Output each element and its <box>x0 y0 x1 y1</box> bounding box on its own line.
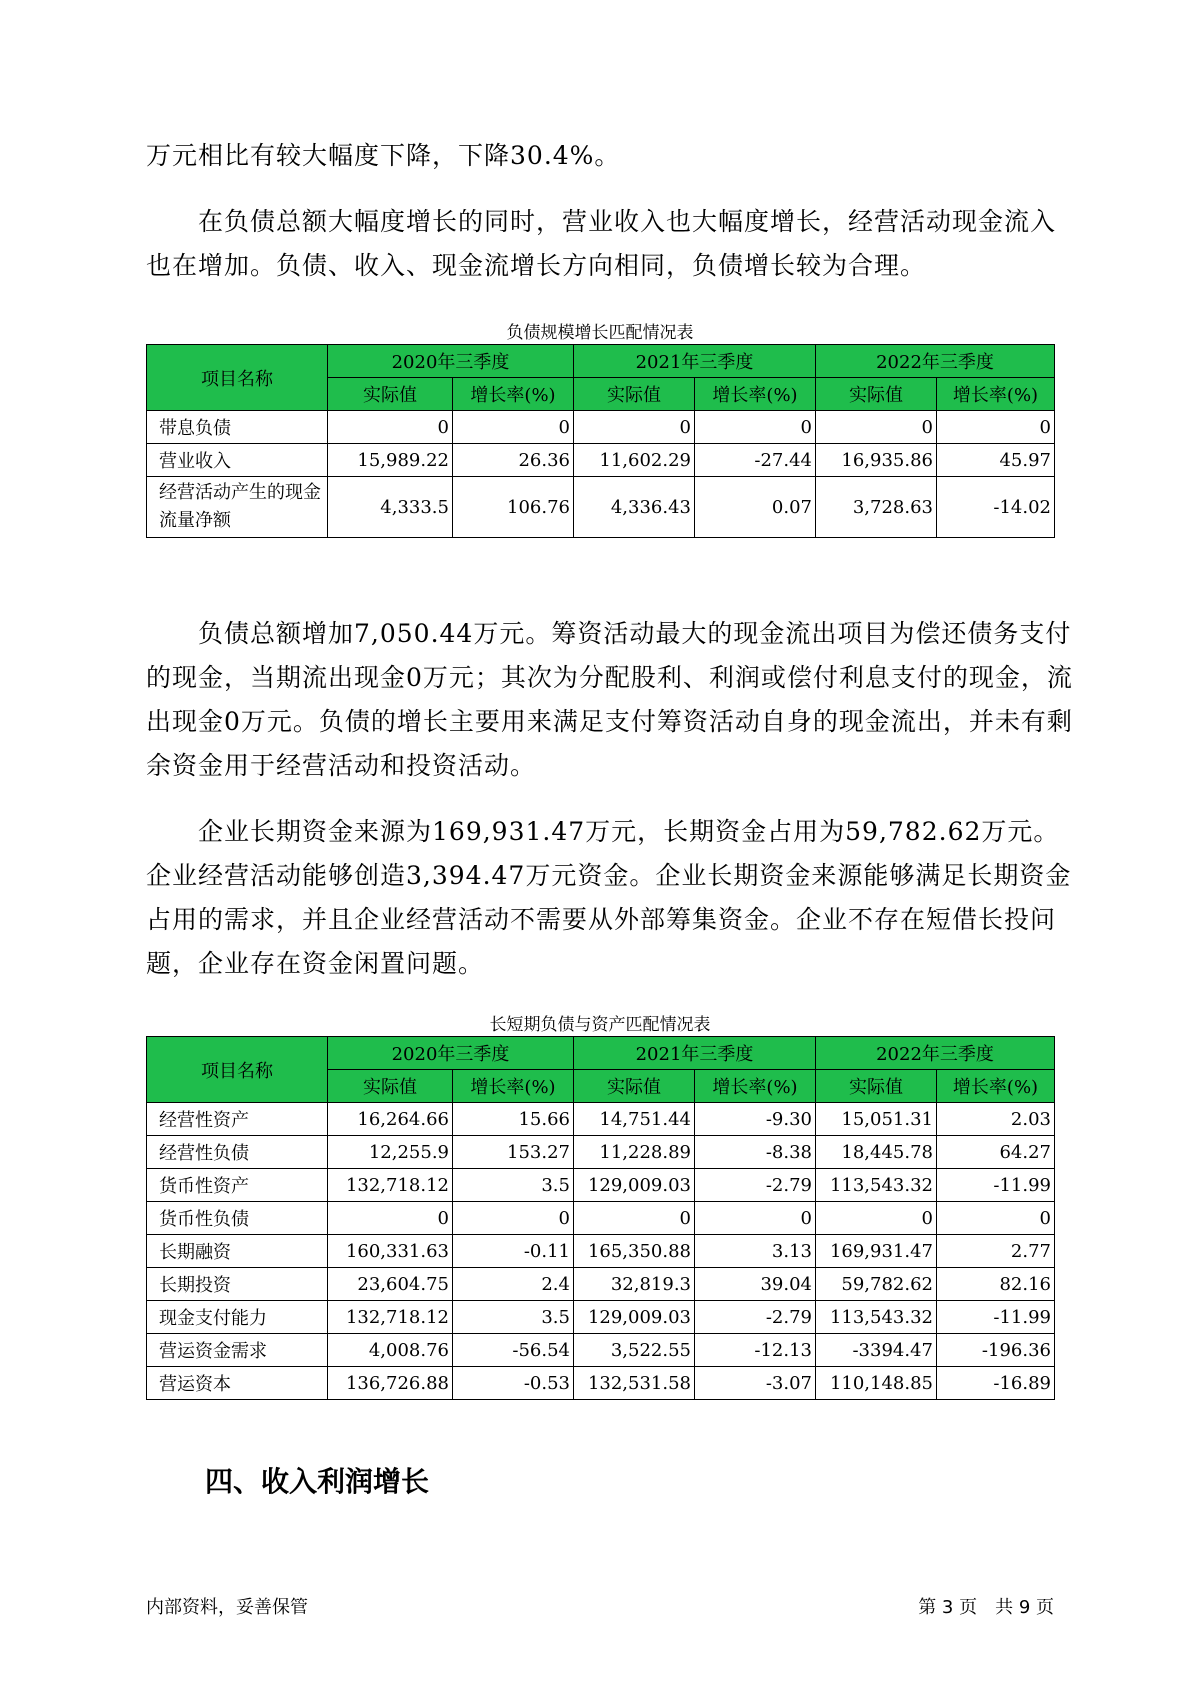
cell: -3.07 <box>695 1367 816 1400</box>
row-name: 现金支付能力 <box>147 1301 328 1334</box>
cell: 153.27 <box>453 1136 574 1169</box>
cell: 2.03 <box>937 1103 1055 1136</box>
cell: -9.30 <box>695 1103 816 1136</box>
sub-header-growth: 增长率(%) <box>937 1070 1055 1103</box>
cell: 14,751.44 <box>574 1103 695 1136</box>
cell: 16,264.66 <box>328 1103 453 1136</box>
cell: 15,051.31 <box>816 1103 937 1136</box>
cell: 4,008.76 <box>328 1334 453 1367</box>
table-row <box>147 411 1055 444</box>
cell: -11.99 <box>937 1169 1055 1202</box>
name-header: 项目名称 <box>147 345 328 411</box>
paragraph-continuation: 万元相比有较大幅度下降，下降30.4%。 <box>146 141 621 170</box>
cell: 0 <box>695 1202 816 1235</box>
cell: 113,543.32 <box>816 1301 937 1334</box>
sub-header-actual: 实际值 <box>328 378 453 411</box>
cell: 0 <box>453 411 574 444</box>
row-name: 经营性资产 <box>147 1103 328 1136</box>
footer-page-number: 第 3 页 共 9 页 <box>918 1597 1054 1618</box>
sub-header-growth: 增长率(%) <box>453 378 574 411</box>
paragraph-long-term-funds: 企业长期资金来源为169,931.47万元，长期资金占用为59,782.62万元。企业经营活动能够创造3,394.47万元资金。企业长期资金来源能够满足长期资金占用的需求，并且企业经营活动不需要从外部筹集资金。企业不存在短借长投问题，企业存在资金闲置问题。 <box>146 817 1072 978</box>
cell: 169,931.47 <box>816 1235 937 1268</box>
cell: 0.07 <box>695 477 816 538</box>
period-header: 2020年三季度 <box>328 345 574 378</box>
period-header: 2022年三季度 <box>816 345 1055 378</box>
cell: 2.77 <box>937 1235 1055 1268</box>
sub-header-actual: 实际值 <box>574 1070 695 1103</box>
table-row <box>147 1202 1055 1235</box>
table-row <box>147 1103 1055 1136</box>
row-name: 货币性负债 <box>147 1202 328 1235</box>
sub-header-actual: 实际值 <box>816 1070 937 1103</box>
cell: -196.36 <box>937 1334 1055 1367</box>
cell: -27.44 <box>695 444 816 477</box>
cell: -0.53 <box>453 1367 574 1400</box>
period-header: 2022年三季度 <box>816 1037 1055 1070</box>
cell: 0 <box>816 1202 937 1235</box>
cell: 160,331.63 <box>328 1235 453 1268</box>
cell: 106.76 <box>453 477 574 538</box>
cell: 12,255.9 <box>328 1136 453 1169</box>
table-row <box>147 1169 1055 1202</box>
cell: 16,935.86 <box>816 444 937 477</box>
period-header: 2021年三季度 <box>574 1037 816 1070</box>
sub-header-growth: 增长率(%) <box>937 378 1055 411</box>
cell: 3.13 <box>695 1235 816 1268</box>
table2-caption: 长短期负债与资产匹配情况表 <box>489 1015 711 1035</box>
cell: 26.36 <box>453 444 574 477</box>
cell: 132,531.58 <box>574 1367 695 1400</box>
cell: 39.04 <box>695 1268 816 1301</box>
cell: -12.13 <box>695 1334 816 1367</box>
cell: 4,336.43 <box>574 477 695 538</box>
cell: 3,522.55 <box>574 1334 695 1367</box>
row-name: 经营性负债 <box>147 1136 328 1169</box>
cell: 0 <box>695 411 816 444</box>
cell: 0 <box>816 411 937 444</box>
cell: 23,604.75 <box>328 1268 453 1301</box>
sub-header-actual: 实际值 <box>816 378 937 411</box>
table-row <box>147 1367 1055 1400</box>
cell: 0 <box>328 411 453 444</box>
cell: 15.66 <box>453 1103 574 1136</box>
cell: 132,718.12 <box>328 1301 453 1334</box>
cell: 3.5 <box>453 1169 574 1202</box>
paragraph-debt-revenue: 在负债总额大幅度增长的同时，营业收入也大幅度增长，经营活动现金流入也在增加。负债、收入、现金流增长方向相同，负债增长较为合理。 <box>146 207 1057 280</box>
cell: 0 <box>574 1202 695 1235</box>
table-row <box>147 1235 1055 1268</box>
cell: 32,819.3 <box>574 1268 695 1301</box>
row-name: 营运资本 <box>147 1367 328 1400</box>
sub-header-growth: 增长率(%) <box>695 1070 816 1103</box>
cell: -14.02 <box>937 477 1055 538</box>
cell: 4,333.5 <box>328 477 453 538</box>
cell: 113,543.32 <box>816 1169 937 1202</box>
sub-header-growth: 增长率(%) <box>695 378 816 411</box>
cell: 165,350.88 <box>574 1235 695 1268</box>
period-header: 2021年三季度 <box>574 345 816 378</box>
paragraph-debt-increase: 负债总额增加7,050.44万元。筹资活动最大的现金流出项目为偿还债务支付的现金，当期流出现金0万元；其次为分配股利、利润或偿付利息支付的现金，流出现金0万元。负债的增长主要用来满足支付筹资活动自身的现金流出，并未有剩余资金用于经营活动和投资活动。 <box>146 619 1073 780</box>
cell: 11,228.89 <box>574 1136 695 1169</box>
cell: 0 <box>574 411 695 444</box>
cell: 0 <box>328 1202 453 1235</box>
sub-header-growth: 增长率(%) <box>453 1070 574 1103</box>
cell: 64.27 <box>937 1136 1055 1169</box>
liability-asset-table <box>146 1036 1055 1400</box>
cell: -11.99 <box>937 1301 1055 1334</box>
cell: -8.38 <box>695 1136 816 1169</box>
cell: 0 <box>937 411 1055 444</box>
cell: -0.11 <box>453 1235 574 1268</box>
cell: 110,148.85 <box>816 1367 937 1400</box>
row-name: 营业收入 <box>147 444 328 477</box>
debt-scale-table <box>146 344 1055 538</box>
table-row <box>147 1334 1055 1367</box>
footer-confidential-note: 内部资料，妥善保管 <box>146 1597 308 1618</box>
sub-header-actual: 实际值 <box>574 378 695 411</box>
cell: 129,009.03 <box>574 1169 695 1202</box>
name-header: 项目名称 <box>147 1037 328 1103</box>
cell: 18,445.78 <box>816 1136 937 1169</box>
row-name: 营运资金需求 <box>147 1334 328 1367</box>
cell: 45.97 <box>937 444 1055 477</box>
row-name: 经营活动产生的现金流量净额 <box>147 477 328 538</box>
table-row <box>147 477 1055 538</box>
table-row <box>147 1268 1055 1301</box>
cell: 136,726.88 <box>328 1367 453 1400</box>
sub-header-actual: 实际值 <box>328 1070 453 1103</box>
cell: 82.16 <box>937 1268 1055 1301</box>
cell: 0 <box>937 1202 1055 1235</box>
row-name: 带息负债 <box>147 411 328 444</box>
row-name: 长期投资 <box>147 1268 328 1301</box>
cell: -3394.47 <box>816 1334 937 1367</box>
cell: 0 <box>453 1202 574 1235</box>
table-row <box>147 1301 1055 1334</box>
cell: -16.89 <box>937 1367 1055 1400</box>
cell: -2.79 <box>695 1169 816 1202</box>
cell: -2.79 <box>695 1301 816 1334</box>
table1-caption: 负债规模增长匹配情况表 <box>506 323 694 343</box>
cell: -56.54 <box>453 1334 574 1367</box>
section-heading: 四、收入利润增长 <box>205 1465 430 1498</box>
cell: 2.4 <box>453 1268 574 1301</box>
row-name: 长期融资 <box>147 1235 328 1268</box>
cell: 3,728.63 <box>816 477 937 538</box>
cell: 129,009.03 <box>574 1301 695 1334</box>
cell: 11,602.29 <box>574 444 695 477</box>
period-header: 2020年三季度 <box>328 1037 574 1070</box>
cell: 132,718.12 <box>328 1169 453 1202</box>
cell: 3.5 <box>453 1301 574 1334</box>
cell: 15,989.22 <box>328 444 453 477</box>
row-name: 货币性资产 <box>147 1169 328 1202</box>
cell: 59,782.62 <box>816 1268 937 1301</box>
table-row <box>147 444 1055 477</box>
table-row <box>147 1136 1055 1169</box>
